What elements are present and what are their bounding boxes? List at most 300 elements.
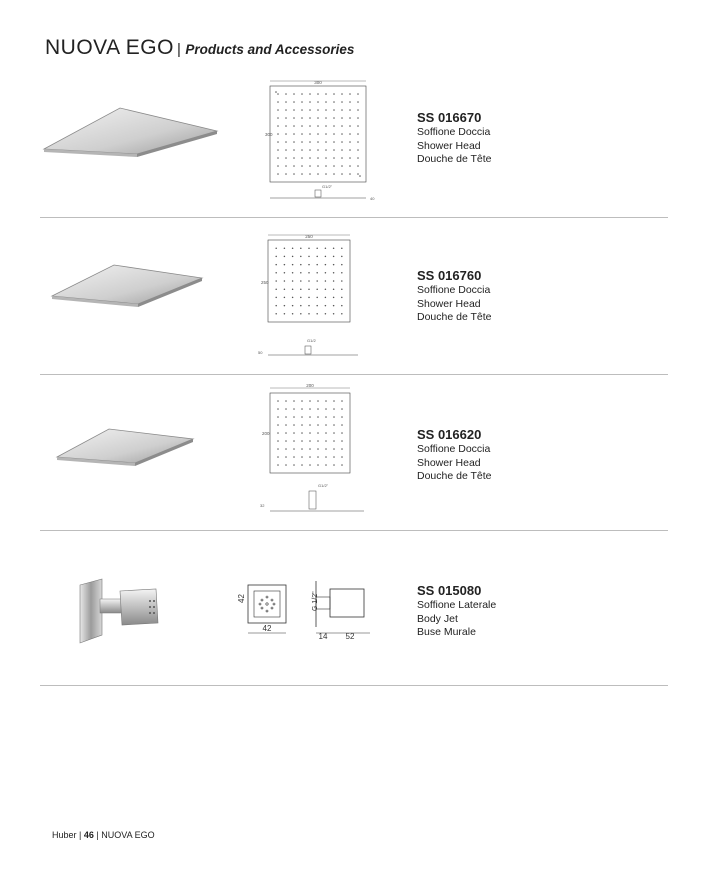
title-separator: | [176, 41, 181, 58]
nozzle-dot [285, 424, 287, 426]
nozzle-dot [275, 264, 277, 266]
nozzle-dot [317, 133, 319, 135]
nozzle-dot [333, 247, 335, 249]
product-desc-it: Soffione Doccia [417, 443, 491, 455]
nozzle-dot [357, 141, 359, 143]
nozzle-dot [301, 432, 303, 434]
nozzle-dot [341, 256, 343, 258]
dim-height-label: 300 [265, 132, 273, 137]
nozzle-dot [325, 109, 327, 111]
nozzle-dot [293, 440, 295, 442]
dim-thread-label: G1/2" [322, 184, 333, 189]
nozzle-dot [308, 288, 310, 290]
product-row [40, 218, 668, 375]
nozzle-dot [333, 157, 335, 159]
nozzle-dot [333, 93, 335, 95]
nozzle-dot [292, 305, 294, 307]
product-code: SS 015080 [417, 583, 482, 598]
nozzle-grid [275, 247, 342, 314]
nozzle-dot [325, 400, 327, 402]
nozzle-dot [309, 109, 311, 111]
shower-head-photo [42, 102, 222, 162]
nozzle-dot [357, 125, 359, 127]
nozzle-dot [325, 416, 327, 418]
nozzle-dot [293, 456, 295, 458]
product-desc-en: Shower Head [417, 297, 481, 310]
nozzle-dot [357, 101, 359, 103]
nozzle-dot [333, 125, 335, 127]
product-code: SS 016620 [417, 427, 482, 442]
nozzle-dot [277, 109, 279, 111]
nozzle-dot [341, 149, 343, 151]
nozzle-dot [309, 125, 311, 127]
nozzle-dot [309, 456, 311, 458]
nozzle-dot [317, 432, 319, 434]
nozzle-dot [292, 272, 294, 274]
dim-width-label: 300 [314, 80, 322, 85]
nozzle-dot [349, 165, 351, 167]
nozzle-dot [341, 272, 343, 274]
nozzle-dot [316, 247, 318, 249]
nozzle-dot [301, 440, 303, 442]
dim-height-label: 42 [237, 594, 246, 603]
nozzle-dot [325, 272, 327, 274]
nozzle-dot [301, 101, 303, 103]
nozzle-dot [301, 149, 303, 151]
nozzle-dot [308, 280, 310, 282]
nozzle-dot [284, 313, 286, 315]
nozzle-dot [285, 109, 287, 111]
nozzle-dot [284, 264, 286, 266]
nozzle-dot [300, 313, 302, 315]
nozzle-dot [275, 313, 277, 315]
nozzle-dot [357, 117, 359, 119]
nozzle-dot [300, 247, 302, 249]
nozzle-dot [300, 297, 302, 299]
nozzle-dot [333, 297, 335, 299]
nozzle-dot [277, 440, 279, 442]
nozzle-dot [277, 424, 279, 426]
product-row [40, 74, 668, 218]
nozzle-dot [341, 101, 343, 103]
page-header [45, 36, 354, 60]
dim-depth-label: 50 [258, 350, 263, 355]
nozzle-dot [333, 133, 335, 135]
nozzle-dot [292, 313, 294, 315]
nozzle-dot [301, 416, 303, 418]
nozzle-dot [275, 256, 277, 258]
nozzle-dot [317, 125, 319, 127]
product-desc-fr: Douche de Tête [417, 311, 492, 324]
nozzle-dot [357, 133, 359, 135]
nozzle-dot [293, 133, 295, 135]
nozzle-dot [341, 109, 343, 111]
nozzle-dot [300, 288, 302, 290]
nozzle-dot [285, 141, 287, 143]
technical-drawing [232, 575, 382, 645]
nozzle-dot [285, 456, 287, 458]
nozzle-dot [333, 424, 335, 426]
nozzle-dot [349, 101, 351, 103]
nozzle-dot [300, 305, 302, 307]
nozzle-dot [308, 313, 310, 315]
nozzle-dot [333, 456, 335, 458]
nozzle-dot [309, 101, 311, 103]
nozzle-dot [293, 125, 295, 127]
nozzle-dot [309, 448, 311, 450]
nozzle-dot [275, 297, 277, 299]
nozzle-dot [325, 456, 327, 458]
nozzle-dot [325, 173, 327, 175]
nozzle-dot [277, 141, 279, 143]
nozzle-dot [341, 165, 343, 167]
nozzle-dot [293, 432, 295, 434]
nozzle-dot [277, 133, 279, 135]
dim-width-label: 250 [305, 234, 313, 239]
nozzle-dot [316, 313, 318, 315]
nozzle-dot [333, 440, 335, 442]
nozzle-dot [285, 440, 287, 442]
nozzle-dot [293, 408, 295, 410]
nozzle-dot [284, 280, 286, 282]
nozzle-dot [325, 288, 327, 290]
nozzle-dot [341, 141, 343, 143]
nozzle-dot [293, 464, 295, 466]
nozzle-dot [325, 448, 327, 450]
nozzle-dot [277, 173, 279, 175]
nozzle-dot [341, 247, 343, 249]
nozzle-dot [309, 93, 311, 95]
nozzle-dot [301, 93, 303, 95]
nozzle-dot [325, 101, 327, 103]
dim-depth-label: 32 [260, 503, 265, 508]
nozzle-dot [357, 157, 359, 159]
nozzle-dot [341, 424, 343, 426]
nozzle-dot [317, 117, 319, 119]
nozzle-dot [277, 125, 279, 127]
page-title: NUOVA EGO [45, 36, 174, 59]
nozzle-dot [316, 256, 318, 258]
nozzle-dot [349, 133, 351, 135]
nozzle-dot [333, 101, 335, 103]
nozzle-dot [357, 173, 359, 175]
nozzle-dot [333, 416, 335, 418]
nozzle-grid [277, 400, 343, 466]
nozzle-dot [349, 117, 351, 119]
nozzle-dot [333, 117, 335, 119]
nozzle-dot [293, 117, 295, 119]
nozzle-dot [333, 109, 335, 111]
nozzle-dot [325, 440, 327, 442]
nozzle-dot [316, 264, 318, 266]
nozzle-dot [349, 157, 351, 159]
nozzle-dot [292, 288, 294, 290]
nozzle-dot [357, 165, 359, 167]
nozzle-dot [309, 117, 311, 119]
product-desc-fr: Douche de Tête [417, 470, 492, 483]
nozzle-dot [275, 305, 277, 307]
technical-drawing [252, 230, 372, 372]
nozzle-dot [285, 117, 287, 119]
dim-width-label: 42 [262, 624, 272, 633]
nozzle-dot [357, 93, 359, 95]
nozzle-dot [300, 280, 302, 282]
dim-width-label: 200 [306, 383, 314, 388]
nozzle-dot [309, 464, 311, 466]
nozzle-dot [293, 400, 295, 402]
nozzle-dot [275, 280, 277, 282]
dim-thread-label: G 1/2" [312, 591, 319, 611]
nozzle-dot [309, 149, 311, 151]
nozzle-dot [277, 416, 279, 418]
nozzle-dot [285, 93, 287, 95]
nozzle-dot [308, 247, 310, 249]
nozzle-dot [285, 416, 287, 418]
product-info [417, 268, 492, 325]
nozzle-dot [317, 109, 319, 111]
nozzle-dot [293, 157, 295, 159]
nozzle-dot [341, 264, 343, 266]
nozzle-dot [316, 288, 318, 290]
nozzle-dot [341, 416, 343, 418]
nozzle-dot [333, 448, 335, 450]
nozzle-dot [285, 173, 287, 175]
nozzle-dot [309, 157, 311, 159]
nozzle-dot [333, 141, 335, 143]
nozzle-dot [292, 297, 294, 299]
nozzle-dot [293, 109, 295, 111]
product-desc-fr: Douche de Tête [417, 153, 492, 166]
nozzle-dot [333, 173, 335, 175]
nozzle-dot [301, 408, 303, 410]
nozzle-dot [301, 133, 303, 135]
nozzle-dot [325, 464, 327, 466]
nozzle-dot [333, 165, 335, 167]
nozzle-dot [341, 280, 343, 282]
nozzle-dot [292, 280, 294, 282]
nozzle-dot [309, 440, 311, 442]
nozzle-grid [277, 93, 359, 175]
page-number: 46 [83, 830, 94, 840]
technical-drawing [252, 383, 372, 529]
nozzle-dot [308, 305, 310, 307]
nozzle-dot [341, 432, 343, 434]
nozzle-dot [325, 165, 327, 167]
nozzle-dot [317, 173, 319, 175]
nozzle-dot [317, 157, 319, 159]
nozzle-dot [341, 93, 343, 95]
nozzle-dot [325, 141, 327, 143]
nozzle-dot [341, 173, 343, 175]
nozzle-dot [325, 424, 327, 426]
nozzle-dot [341, 297, 343, 299]
page-footer [52, 830, 155, 840]
nozzle-dot [316, 297, 318, 299]
dim-thread-label: G1/2" [318, 483, 329, 488]
nozzle-dot [285, 400, 287, 402]
nozzle-dot [308, 297, 310, 299]
nozzle-dot [277, 101, 279, 103]
nozzle-dot [292, 247, 294, 249]
nozzle-dot [285, 157, 287, 159]
product-desc-fr: Buse Murale [417, 626, 476, 639]
nozzle-dot [277, 93, 279, 95]
nozzle-dot [341, 400, 343, 402]
nozzle-dot [349, 141, 351, 143]
nozzle-dot [316, 280, 318, 282]
nozzle-dot [301, 157, 303, 159]
nozzle-dot [317, 141, 319, 143]
page-subtitle: Products and Accessories [185, 42, 355, 57]
nozzle-dot [341, 448, 343, 450]
nozzle-dot [333, 400, 335, 402]
nozzle-dot [349, 93, 351, 95]
nozzle-dot [341, 288, 343, 290]
nozzle-dot [284, 297, 286, 299]
nozzle-dot [293, 173, 295, 175]
nozzle-dot [349, 125, 351, 127]
nozzle-dot [317, 165, 319, 167]
nozzle-dot [325, 408, 327, 410]
footer-collection: NUOVA EGO [101, 830, 155, 840]
nozzle-dot [301, 109, 303, 111]
nozzle-dot [277, 432, 279, 434]
nozzle-dot [277, 408, 279, 410]
nozzle-dot [325, 256, 327, 258]
nozzle-dot [277, 464, 279, 466]
product-code: SS 016760 [417, 268, 482, 283]
dim-depth1-label: 14 [318, 632, 328, 641]
nozzle-dot [341, 464, 343, 466]
nozzle-dot [325, 313, 327, 315]
product-desc-en: Shower Head [417, 456, 481, 469]
nozzle-dot [357, 149, 359, 151]
nozzle-dot [325, 149, 327, 151]
nozzle-dot [317, 424, 319, 426]
nozzle-dot [333, 149, 335, 151]
nozzle-dot [292, 264, 294, 266]
nozzle-dot [277, 400, 279, 402]
nozzle-dot [309, 133, 311, 135]
nozzle-dot [308, 256, 310, 258]
nozzle-dot [308, 264, 310, 266]
nozzle-dot [293, 149, 295, 151]
nozzle-dot [277, 157, 279, 159]
nozzle-dot [277, 149, 279, 151]
nozzle-dot [341, 133, 343, 135]
nozzle-dot [293, 141, 295, 143]
product-info [417, 427, 492, 484]
nozzle-dot [309, 432, 311, 434]
footer-separator: | [96, 830, 99, 840]
nozzle-dot [341, 456, 343, 458]
nozzle-dot [292, 256, 294, 258]
nozzle-dot [284, 247, 286, 249]
nozzle-dot [349, 149, 351, 151]
nozzle-dot [293, 424, 295, 426]
nozzle-dot [309, 173, 311, 175]
nozzle-dot [341, 157, 343, 159]
technical-drawing [262, 78, 382, 210]
nozzle-dot [309, 408, 311, 410]
nozzle-dot [285, 149, 287, 151]
nozzle-dot [293, 448, 295, 450]
nozzle-dot [301, 117, 303, 119]
nozzle-dot [300, 256, 302, 258]
nozzle-dot [293, 101, 295, 103]
nozzle-dot [333, 305, 335, 307]
nozzle-dot [341, 440, 343, 442]
nozzle-dot [293, 416, 295, 418]
nozzle-dot [349, 109, 351, 111]
nozzle-dot [333, 313, 335, 315]
nozzle-dot [341, 125, 343, 127]
nozzle-dot [325, 305, 327, 307]
product-desc-en: Shower Head [417, 139, 481, 152]
nozzle-dot [301, 456, 303, 458]
nozzle-dot [325, 157, 327, 159]
nozzle-dot [293, 165, 295, 167]
nozzle-dot [341, 408, 343, 410]
nozzle-dot [285, 165, 287, 167]
nozzle-dot [277, 456, 279, 458]
nozzle-dot [317, 448, 319, 450]
nozzle-dot [333, 256, 335, 258]
dim-depth2-label: 52 [345, 632, 355, 641]
nozzle-dot [325, 432, 327, 434]
footer-separator: | [79, 830, 82, 840]
product-row [40, 375, 668, 531]
nozzle-dot [285, 448, 287, 450]
nozzle-dot [309, 141, 311, 143]
nozzle-dot [317, 101, 319, 103]
nozzle-dot [284, 305, 286, 307]
nozzle-dot [275, 288, 277, 290]
nozzle-dot [317, 440, 319, 442]
nozzle-dot [300, 264, 302, 266]
nozzle-dot [316, 272, 318, 274]
nozzle-dot [309, 424, 311, 426]
nozzle-dot [301, 165, 303, 167]
nozzle-dot [277, 448, 279, 450]
nozzle-dot [301, 464, 303, 466]
product-info [417, 583, 496, 640]
nozzle-dot [285, 464, 287, 466]
product-desc-it: Soffione Doccia [417, 284, 491, 296]
nozzle-dot [317, 456, 319, 458]
nozzle-dot [357, 109, 359, 111]
nozzle-dot [333, 408, 335, 410]
dim-depth-label: 40 [370, 196, 375, 201]
nozzle-dot [285, 101, 287, 103]
footer-brand: Huber [52, 830, 77, 840]
nozzle-dot [317, 408, 319, 410]
nozzle-dot [333, 272, 335, 274]
dim-height-label: 250 [261, 280, 269, 285]
nozzle-dot [309, 416, 311, 418]
nozzle-dot [301, 400, 303, 402]
shower-head-photo [55, 423, 215, 479]
nozzle-dot [333, 288, 335, 290]
nozzle-dot [301, 141, 303, 143]
nozzle-dot [333, 432, 335, 434]
nozzle-dot [284, 272, 286, 274]
nozzle-dot [285, 133, 287, 135]
product-desc-it: Soffione Laterale [417, 599, 497, 611]
nozzle-dot [341, 313, 343, 315]
nozzle-dot [333, 264, 335, 266]
nozzle-dot [325, 264, 327, 266]
